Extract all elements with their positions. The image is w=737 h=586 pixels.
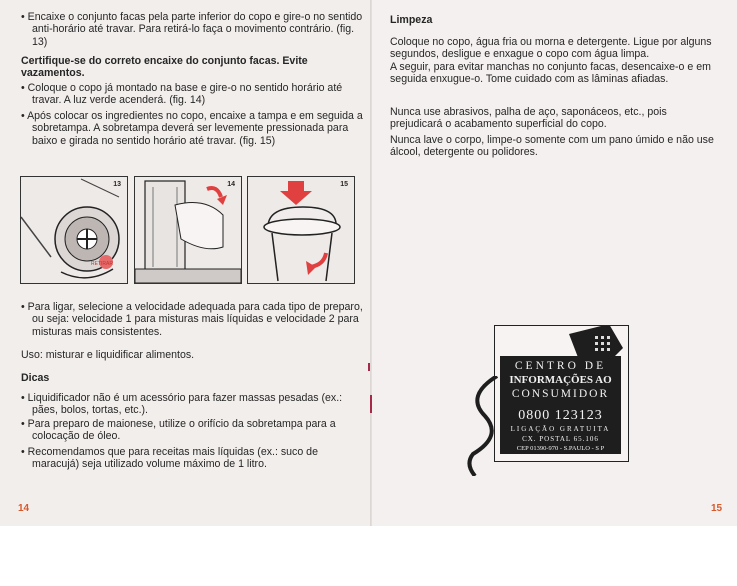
figure-13 [20,176,128,284]
left-page [0,0,372,526]
tip-mayonnaise: • Para preparo de maionese, utilize o orifício da sobretampa para a colocação de óleo. [21,418,364,443]
sac-info-panel [500,356,621,454]
instruction-place-jar: • Coloque o copo já montado na base e gire-o no sentido horário até travar. A luz verde acenderá. (fig. 14) [21,82,364,107]
sac-line-1: CENTRO DE [514,360,607,372]
sac-po-box: CX. POSTAL 65.106 [522,435,599,443]
sac-cep: CEP 01390-970 - S.PAULO - S P [516,445,605,452]
figure-15-number: 15 [340,181,348,188]
sac-line-3: CONSUMIDOR [511,388,610,400]
cleaning-paragraph-3: Nunca use abrasivos, palha de aço, saponáceos, etc., pois prejudicará o acabamento superficial do copo. [390,106,667,131]
lid-illustration [248,177,354,283]
cleaning-heading: Limpeza [390,14,433,26]
tip-heavy-dough: • Liquidificador não é um acessório para fazer massas pesadas (ex.: pães, bolos, tortas, etc.). [21,392,364,417]
consumer-info-center-box [494,325,629,462]
instruction-speed: • Para ligar, selecione a velocidade adequada para cada tipo de preparo, ou seja: velocidade 1 para misturas mais líquidas e velocidade 2 para misturas mais consistentes. [21,301,364,338]
figure-15 [247,176,355,284]
cleaning-paragraph-2: A seguir, para evitar manchas no conjunto facas, desencaixe-o e em seguida enxugue-o. Tome cuidado com as lâminas afiadas. [390,61,711,86]
sac-line-2: INFORMAÇÕES AO [509,374,612,386]
figure-13-number: 13 [113,181,121,188]
tip-liquid-volume: • Recomendamos que para receitas mais líquidas (ex.: suco de maracujá) seja utilizado volume máximo de 1 litro. [21,446,364,471]
binding-mark-2 [370,395,372,413]
jar-on-base-illustration [135,177,241,283]
figure-14 [134,176,242,284]
tips-heading: Dicas [21,372,50,384]
sac-phone: 0800 123123 [518,408,603,423]
phone-cord [465,376,505,476]
blade-assembly-illustration [21,177,127,283]
binding-mark-1 [368,363,370,371]
instruction-lid: • Após colocar os ingredientes no copo, encaixe a tampa e em seguida a sobretampa. A sobretampa deverá ser levemente pressionada para baixo e girada no sentido horário até travar. (fig. 15) [21,110,364,147]
page-number-right: 15 [711,503,723,514]
cleaning-paragraph-4: Nunca lave o corpo, limpe-o somente com um pano úmido e não use álcool, detergente ou polidores. [390,134,714,159]
retirar-label: RETIRAR [91,261,113,267]
instruction-assemble-blades: • Encaixe o conjunto facas pela parte inferior do copo e gire-o no sentido anti-horário até travar. Para retirá-lo faça o movimento contrário. (fig. 13) [21,11,364,48]
warning-heading: Certifique-se do correto encaixe do conjunto facas. Evite vazamentos. [21,55,308,80]
usage-text: Uso: misturar e liquidificar alimentos. [21,349,195,361]
page-number-left: 14 [18,503,30,514]
figure-14-number: 14 [227,181,235,188]
sac-free-call: LIGAÇÃO GRATUITA [510,425,611,433]
cleaning-paragraph-1: Coloque no copo, água fria ou morna e detergente. Ligue por alguns segundos, desligue e enxague o copo com água limpa. [390,36,712,61]
